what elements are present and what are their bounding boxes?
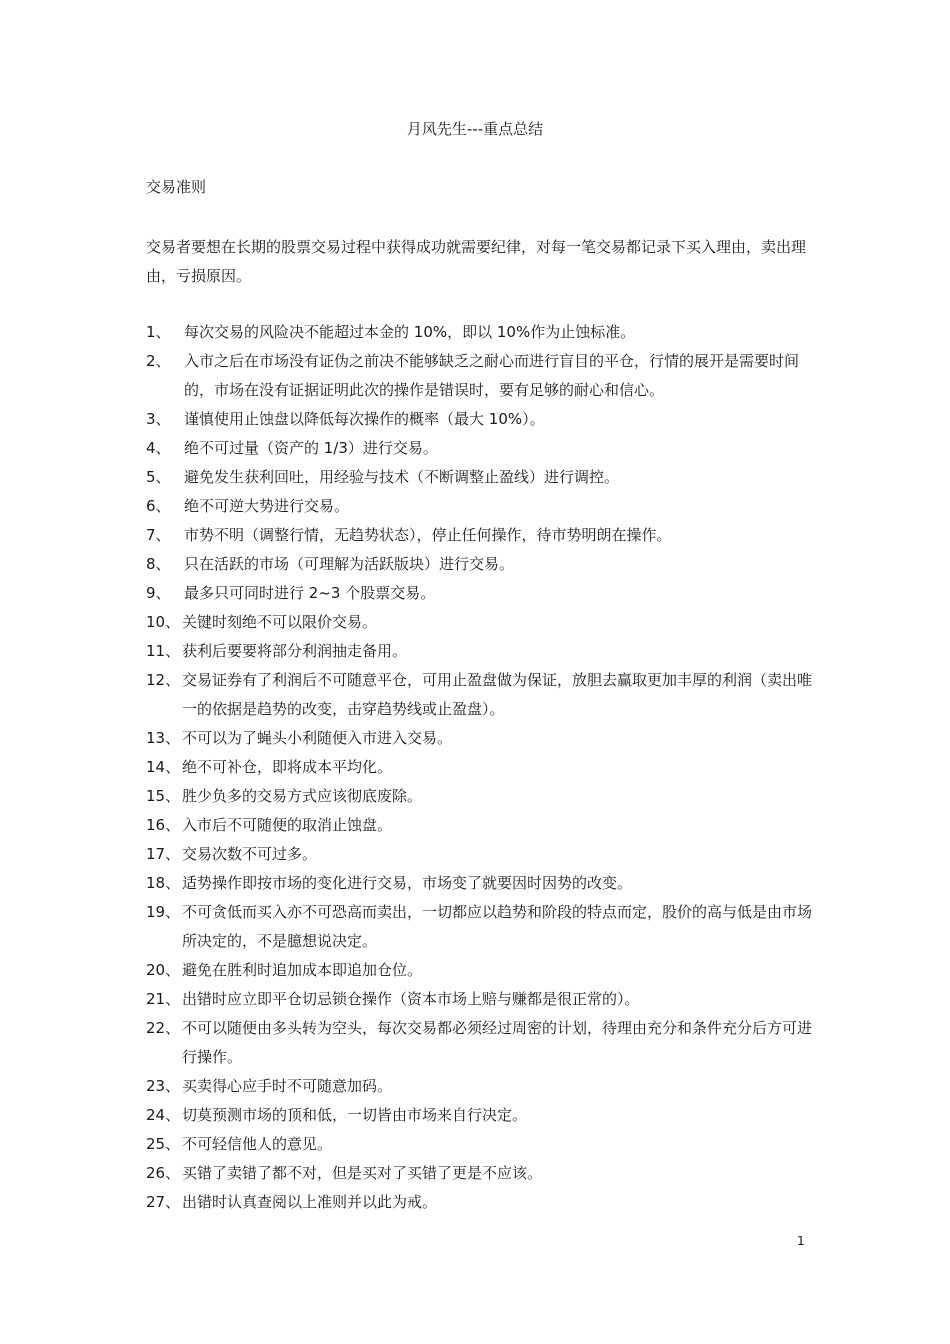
rule-item [146, 1188, 812, 1217]
rule-text: 出错时应立即平仓切忌锁仓操作（资本市场上赔与赚都是很正常的）。 [182, 990, 640, 1008]
rule-number: 9、 [146, 584, 171, 602]
rule-number: 7、 [146, 526, 171, 544]
intro-paragraph: 交易者要想在长期的股票交易过程中获得成功就需要纪律，对每一笔交易都记录下买入理由，卖出理由，亏损原因。 [146, 238, 807, 285]
rule-number: 3、 [146, 410, 171, 428]
rule-text: 绝不可补仓，即将成本平均化。 [182, 758, 393, 776]
rule-number: 18、 [146, 874, 181, 892]
rule-text: 出错时认真查阅以上准则并以此为戒。 [182, 1193, 438, 1211]
rule-item [146, 1014, 812, 1072]
rule-text: 谨慎使用止蚀盘以降低每次操作的概率（最大 10%）。 [184, 410, 545, 428]
rules-list [146, 318, 812, 1217]
rule-item [146, 869, 812, 898]
rule-item [146, 550, 812, 579]
rule-text: 适势操作即按市场的变化进行交易，市场变了就要因时因势的改变。 [182, 874, 633, 892]
rule-item [146, 434, 812, 463]
rule-item [146, 840, 812, 869]
rule-text: 每次交易的风险决不能超过本金的 10%，即以 10%作为止蚀标准。 [184, 323, 636, 341]
rule-number: 11、 [146, 642, 181, 660]
section-heading: 交易准则 [146, 178, 207, 196]
rule-text: 最多只可同时进行 2~3 个股票交易。 [184, 584, 436, 602]
rule-number: 14、 [146, 758, 181, 776]
rule-text: 关键时刻绝不可以限价交易。 [182, 613, 378, 631]
rule-item [146, 811, 812, 840]
rule-item [146, 753, 812, 782]
rule-number: 17、 [146, 845, 181, 863]
rule-item [146, 318, 812, 347]
rule-number: 21、 [146, 990, 181, 1008]
rule-number: 1、 [146, 323, 171, 341]
rule-number: 4、 [146, 439, 171, 457]
rule-number: 23、 [146, 1077, 181, 1095]
rule-text: 避免在胜利时追加成本即追加仓位。 [182, 961, 423, 979]
rule-text: 交易次数不可过多。 [182, 845, 318, 863]
rule-number: 15、 [146, 787, 181, 805]
rule-item [146, 521, 812, 550]
rule-item [146, 579, 812, 608]
rule-number: 27、 [146, 1193, 181, 1211]
rule-text: 不可以随便由多头转为空头，每次交易都必须经过周密的计划，待理由充分和条件充分后方可进行操作。 [182, 1019, 813, 1066]
rule-number: 6、 [146, 497, 171, 515]
rule-number: 2、 [146, 352, 171, 370]
rule-number: 13、 [146, 729, 181, 747]
rule-text: 入市之后在市场没有证伪之前决不能够缺乏之耐心而进行盲目的平仓，行情的展开是需要时间的，市场在没有证据证明此次的操作是错误时，要有足够的耐心和信心。 [184, 352, 800, 399]
rule-item [146, 666, 812, 724]
page-number: 1 [797, 1234, 805, 1248]
rule-number: 25、 [146, 1135, 181, 1153]
rule-text: 入市后不可随便的取消止蚀盘。 [182, 816, 393, 834]
rule-item [146, 637, 812, 666]
document-title: 月风先生---重点总结 [406, 120, 544, 138]
rule-number: 22、 [146, 1019, 181, 1037]
rule-text: 买卖得心应手时不可随意加码。 [182, 1077, 393, 1095]
rule-text: 不可贪低而买入亦不可恐高而卖出，一切都应以趋势和阶段的特点而定，股价的高与低是由市场所决定的，不是臆想说决定。 [182, 903, 813, 950]
rule-number: 24、 [146, 1106, 181, 1124]
rule-item [146, 347, 812, 405]
rule-text: 切莫预测市场的顶和低，一切皆由市场来自行决定。 [182, 1106, 528, 1124]
rule-text: 买错了卖错了都不对，但是买对了买错了更是不应该。 [182, 1164, 543, 1182]
rule-number: 5、 [146, 468, 171, 486]
rule-number: 26、 [146, 1164, 181, 1182]
rule-text: 避免发生获利回吐，用经验与技术（不断调整止盈线）进行调控。 [184, 468, 620, 486]
rule-text: 获利后要要将部分利润抽走备用。 [182, 642, 408, 660]
rule-text: 交易证券有了利润后不可随意平仓，可用止盈盘做为保证，放胆去赢取更加丰厚的利润（卖出唯一的依据是趋势的改变，击穿趋势线或止盈盘）。 [182, 671, 813, 718]
rule-item [146, 1072, 812, 1101]
rule-item [146, 782, 812, 811]
rule-number: 16、 [146, 816, 181, 834]
rule-item [146, 985, 812, 1014]
rule-item [146, 608, 812, 637]
rule-text: 只在活跃的市场（可理解为活跃版块）进行交易。 [184, 555, 515, 573]
rule-text: 不可以为了蝇头小利随便入市进入交易。 [182, 729, 453, 747]
rule-number: 12、 [146, 671, 181, 689]
rule-item [146, 405, 812, 434]
rule-item [146, 956, 812, 985]
rule-item [146, 463, 812, 492]
rule-text: 胜少负多的交易方式应该彻底废除。 [182, 787, 423, 805]
rule-item [146, 898, 812, 956]
rule-number: 20、 [146, 961, 181, 979]
rule-item [146, 724, 812, 753]
rule-text: 市势不明（调整行情，无趋势状态），停止任何操作，待市势明朗在操作。 [184, 526, 672, 544]
rule-number: 8、 [146, 555, 171, 573]
rule-text: 绝不可过量（资产的 1/3）进行交易。 [184, 439, 438, 457]
rule-number: 19、 [146, 903, 181, 921]
rule-text: 绝不可逆大势进行交易。 [184, 497, 350, 515]
rule-item [146, 1101, 812, 1130]
rule-item [146, 1159, 812, 1188]
rule-number: 10、 [146, 613, 181, 631]
rule-item [146, 1130, 812, 1159]
rule-item [146, 492, 812, 521]
rule-text: 不可轻信他人的意见。 [182, 1135, 333, 1153]
